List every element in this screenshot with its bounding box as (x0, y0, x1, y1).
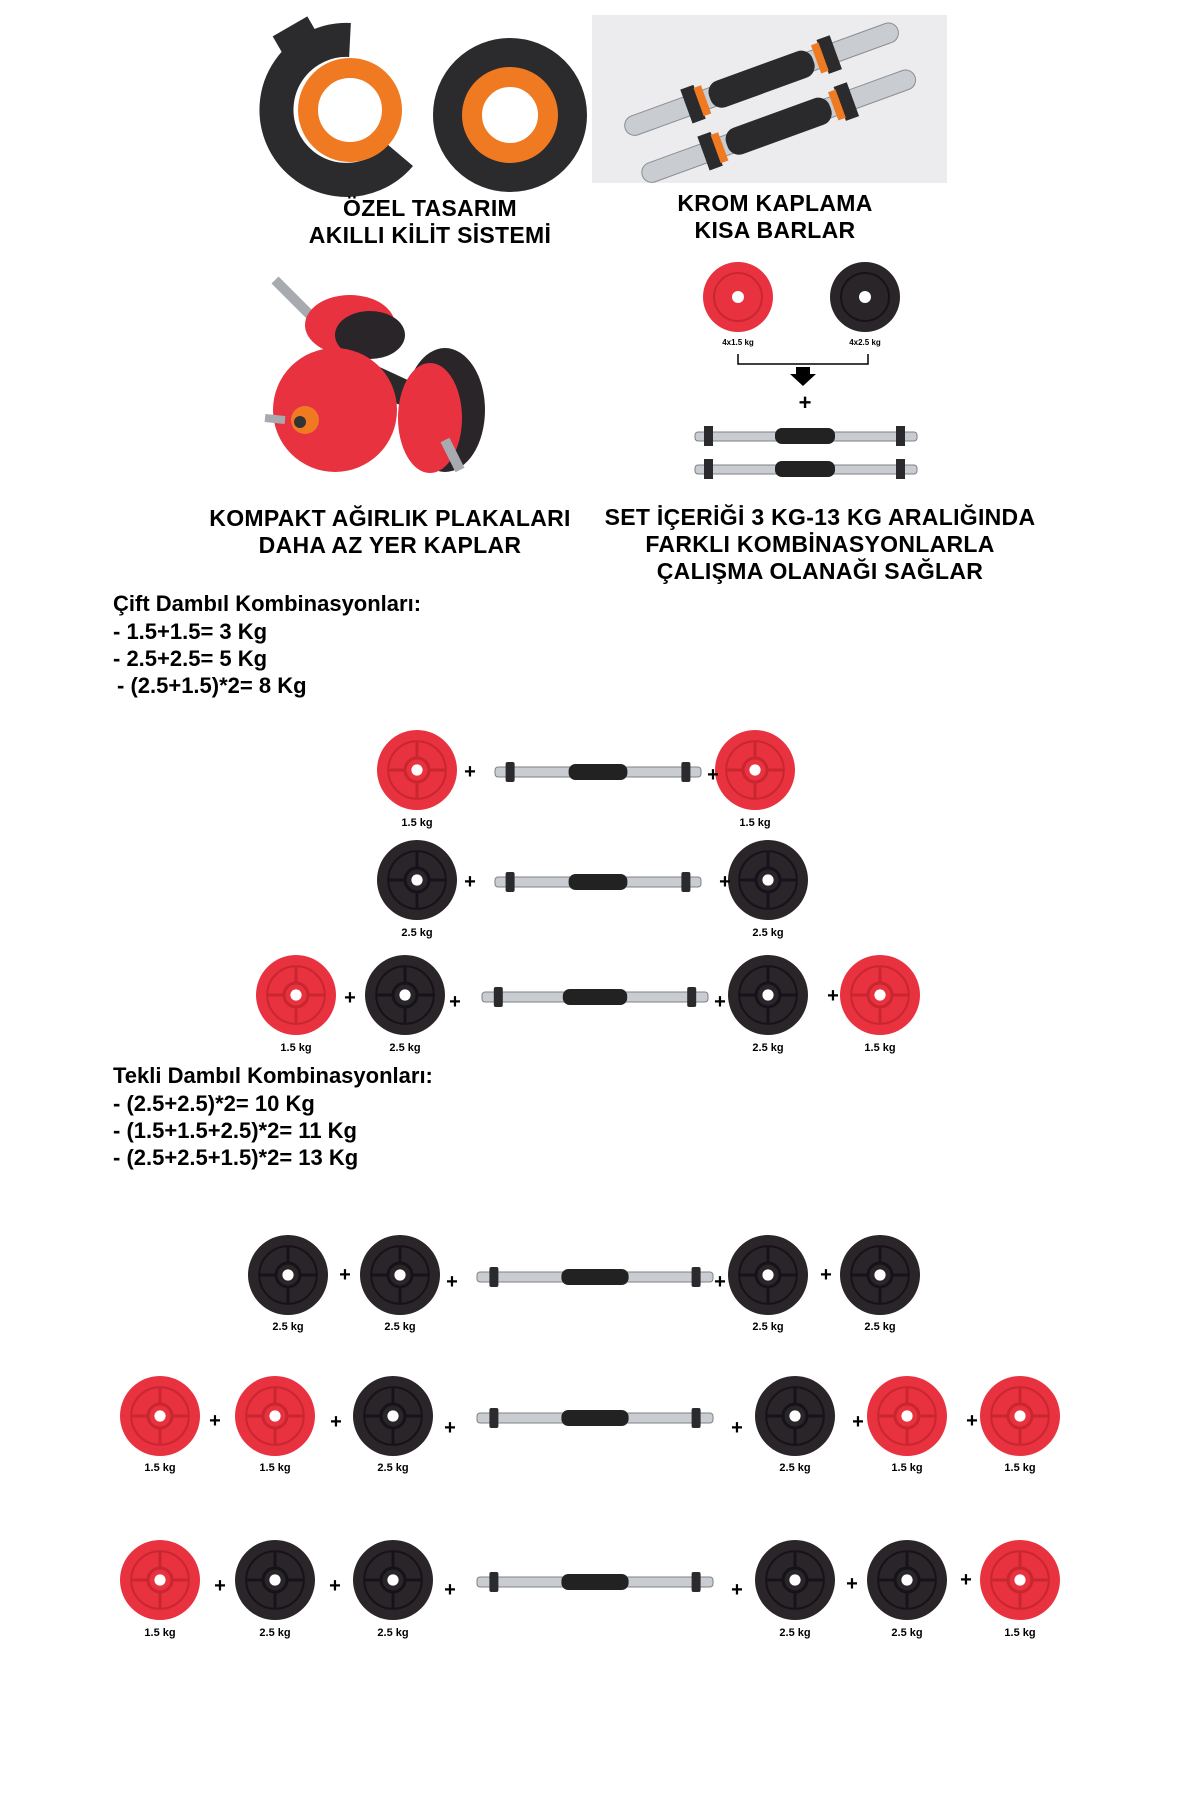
single-combo-line: - (2.5+2.5+1.5)*2= 13 Kg (113, 1145, 359, 1170)
set-caption-line-3: ÇALIŞMA OLANAĞI SAĞLAR (656, 558, 984, 584)
black-plate-icon (375, 838, 459, 922)
black-plate-label: 2.5 kg (779, 1462, 811, 1474)
plus-sign: + (464, 761, 476, 783)
black-plate-icon (838, 1233, 922, 1317)
red-plate-icon (865, 1374, 949, 1458)
red-plate-label: 1.5 kg (1004, 1462, 1036, 1474)
compact-caption-line-1: KOMPAKT AĞIRLIK PLAKALARI (209, 505, 571, 531)
set-caption (590, 504, 1050, 585)
red-plate-icon (978, 1374, 1062, 1458)
black-plate-label: 2.5 kg (752, 1042, 784, 1054)
black-plate-label: 2.5 kg (272, 1321, 304, 1333)
red-plate-icon (713, 728, 797, 812)
red-plate-icon (233, 1374, 317, 1458)
plus-sign: + (209, 1410, 221, 1432)
black-plate-icon (726, 838, 810, 922)
black-plate-label: 2.5 kg (377, 1627, 409, 1639)
set-contents-diagram (690, 262, 940, 487)
black-plate-icon (233, 1538, 317, 1622)
red-plate-label: 1.5 kg (739, 817, 771, 829)
black-plate-label: 2.5 kg (752, 927, 784, 939)
red-plate-label: 1.5 kg (891, 1462, 923, 1474)
black-plates-count-label: 4x2.5 kg (849, 338, 881, 347)
single-combos-title: Tekli Dambıl Kombinasyonları: (113, 1063, 433, 1088)
black-plate-icon (726, 953, 810, 1037)
plus-sign: + (214, 1575, 226, 1597)
black-plate-label: 2.5 kg (259, 1627, 291, 1639)
compact-dumbbell-image (255, 280, 490, 480)
dumbbell-bar-icon (695, 459, 917, 479)
dumbbell-bar-icon (695, 426, 917, 446)
compact-caption-line-2: DAHA AZ YER KAPLAR (258, 532, 522, 558)
single-combo-line: - (1.5+1.5+2.5)*2= 11 Kg (113, 1118, 357, 1143)
lock-caption-line-2: AKILLI KİLİT SİSTEMİ (308, 222, 552, 248)
black-plate-label: 2.5 kg (384, 1321, 416, 1333)
black-plate-label: 2.5 kg (389, 1042, 421, 1054)
black-plate-icon (351, 1374, 435, 1458)
plus-sign: + (846, 1573, 858, 1595)
red-plate-icon (375, 728, 459, 812)
down-arrow-icon (790, 367, 816, 386)
red-plate-icon (254, 953, 338, 1037)
plus-sign: + (446, 1271, 458, 1293)
black-plate-label: 2.5 kg (752, 1321, 784, 1333)
plus-sign: + (852, 1411, 864, 1433)
plus-sign: + (827, 985, 839, 1007)
black-plate-label: 2.5 kg (401, 927, 433, 939)
plus-sign: + (714, 1271, 726, 1293)
set-plus-sign: + (798, 390, 812, 415)
black-plate-label: 2.5 kg (864, 1321, 896, 1333)
red-plate-label: 1.5 kg (280, 1042, 312, 1054)
red-plate-label: 1.5 kg (144, 1462, 176, 1474)
plus-sign: + (330, 1411, 342, 1433)
compact-caption (175, 505, 605, 559)
red-plate-icon (118, 1538, 202, 1622)
plus-sign: + (344, 987, 356, 1009)
dumbbell-bar-icon (475, 1570, 715, 1594)
red-plate-label: 1.5 kg (401, 817, 433, 829)
black-plate-label: 2.5 kg (891, 1627, 923, 1639)
red-plate-label: 1.5 kg (864, 1042, 896, 1054)
dumbbell-bar-icon (475, 1265, 715, 1289)
pair-combos-title: Çift Dambıl Kombinasyonları: (113, 591, 422, 616)
red-plate-icon (118, 1374, 202, 1458)
chrome-bars-image (592, 15, 947, 183)
red-plate-label: 1.5 kg (144, 1627, 176, 1639)
plus-sign: + (731, 1417, 743, 1439)
dumbbell-bar-icon (493, 760, 703, 784)
red-plate-label: 1.5 kg (1004, 1627, 1036, 1639)
plus-sign: + (707, 764, 719, 786)
set-caption-line-2: FARKLI KOMBİNASYONLARLA (645, 531, 995, 557)
plus-sign: + (719, 871, 731, 893)
black-plate-icon (865, 1538, 949, 1622)
plus-sign: + (444, 1417, 456, 1439)
black-plate-icon (246, 1233, 330, 1317)
black-plate-label: 2.5 kg (779, 1627, 811, 1639)
plus-sign: + (339, 1264, 351, 1286)
plus-sign: + (444, 1579, 456, 1601)
bars-caption (610, 190, 940, 244)
plus-sign: + (449, 991, 461, 1013)
black-plate-icon (753, 1374, 837, 1458)
plus-sign: + (966, 1410, 978, 1432)
black-plate-icon (351, 1538, 435, 1622)
single-combo-line: - (2.5+2.5)*2= 10 Kg (113, 1091, 315, 1116)
pair-combo-line: - 2.5+2.5= 5 Kg (113, 646, 268, 671)
plus-sign: + (464, 871, 476, 893)
black-plate-icon (726, 1233, 810, 1317)
black-plate-icon (753, 1538, 837, 1622)
plus-sign: + (329, 1575, 341, 1597)
bars-caption-line-2: KISA BARLAR (694, 217, 856, 243)
pair-combo-line: - 1.5+1.5= 3 Kg (113, 619, 268, 644)
lock-caption (240, 195, 620, 249)
pair-combo-line: - (2.5+1.5)*2= 8 Kg (117, 673, 307, 698)
red-plate-label: 1.5 kg (259, 1462, 291, 1474)
red-plate-icon (838, 953, 922, 1037)
dumbbell-bar-icon (475, 1406, 715, 1430)
plus-sign: + (731, 1579, 743, 1601)
black-plate-icon (358, 1233, 442, 1317)
dumbbell-bar-icon (480, 985, 710, 1009)
plus-sign: + (960, 1569, 972, 1591)
bars-caption-line-1: KROM KAPLAMA (677, 190, 873, 216)
plus-sign: + (714, 991, 726, 1013)
black-plate-icon (363, 953, 447, 1037)
bracket-connector (738, 354, 868, 364)
plus-sign: + (820, 1264, 832, 1286)
red-plate-icon (978, 1538, 1062, 1622)
lock-caption-line-1: ÖZEL TASARIM (343, 195, 517, 221)
black-plate-label: 2.5 kg (377, 1462, 409, 1474)
dumbbell-bar-icon (493, 870, 703, 894)
red-plates-count-label: 4x1.5 kg (722, 338, 754, 347)
lock-collar-image (255, 15, 585, 195)
set-caption-line-1: SET İÇERİĞİ 3 KG-13 KG ARALIĞINDA (604, 504, 1036, 530)
